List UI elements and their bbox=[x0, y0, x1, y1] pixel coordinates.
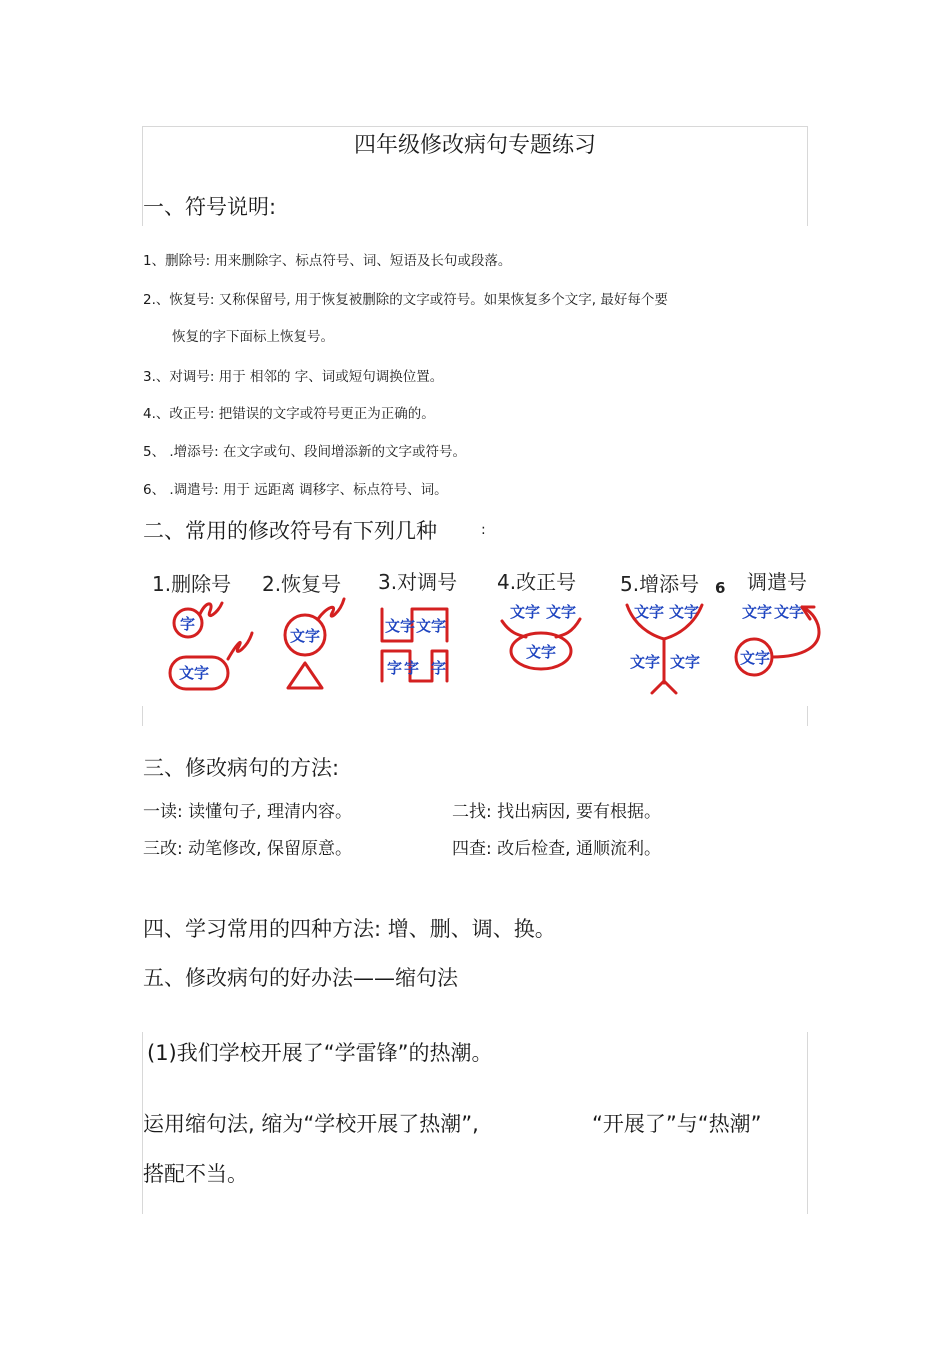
insert-glyph-word-3: 文字 bbox=[630, 653, 661, 671]
section2-heading: 二、常用的修改符号有下列几种 bbox=[143, 519, 437, 543]
symbol-item-2-cont: 恢复的字下面标上恢复号。 bbox=[172, 329, 334, 345]
method-read: 一读: 读懂句子, 理清内容。 bbox=[143, 802, 352, 822]
swap-glyph-char-3: 字 bbox=[431, 659, 447, 677]
swap-glyph-char-2: 字 bbox=[404, 659, 420, 677]
figure-label-insert: 5.增添号 bbox=[620, 572, 700, 596]
insert-glyph-word-1: 文字 bbox=[634, 603, 665, 621]
symbol-item-4: 4.、改正号: 把错误的文字或符号更正为正确的。 bbox=[143, 406, 435, 422]
figure-label-move: 调遣号 bbox=[747, 570, 807, 594]
move-symbol-icon bbox=[736, 603, 819, 675]
symbol-item-3: 3.、对调号: 用于 相邻的 字、词或短句调换位置。 bbox=[143, 369, 444, 385]
figure-label-six: 6 bbox=[715, 579, 726, 597]
restore-symbol-icon bbox=[285, 599, 344, 688]
delete-symbol-icon bbox=[170, 603, 252, 689]
frame-top-line bbox=[142, 126, 808, 127]
figure-label-correct: 4.改正号 bbox=[497, 570, 577, 594]
symbol-item-6: 6、 .调遣号: 用于 远距离 调移字、标点符号、词。 bbox=[143, 482, 448, 498]
figure-label-restore: 2.恢复号 bbox=[262, 572, 342, 596]
swap-glyph-word-1: 文字 bbox=[385, 617, 416, 635]
correct-glyph-word-2: 文字 bbox=[546, 603, 577, 621]
explanation-part-a: 运用缩句法, 缩为“学校开展了热潮”, bbox=[143, 1112, 479, 1136]
figure-label-swap: 3.对调号 bbox=[378, 570, 458, 594]
move-glyph-word-2: 文字 bbox=[774, 603, 805, 621]
method-find: 二找: 找出病因, 要有根据。 bbox=[452, 802, 661, 822]
correct-symbol-icon bbox=[502, 603, 580, 669]
explanation-part-b: “开展了”与“热潮” bbox=[592, 1112, 762, 1136]
delete-glyph-word: 文字 bbox=[179, 664, 210, 682]
move-glyph-word-1: 文字 bbox=[742, 603, 773, 621]
frame-left-line-2 bbox=[142, 706, 143, 726]
symbol-item-5: 5、 .增添号: 在文字或句、段间增添新的文字或符号。 bbox=[143, 444, 467, 460]
section4-heading: 四、学习常用的四种方法: 增、删、调、换。 bbox=[143, 917, 556, 941]
insert-glyph-word-4: 文字 bbox=[670, 653, 701, 671]
symbol-item-1: 1、删除号: 用来删除字、标点符号、词、短语及长句或段落。 bbox=[143, 253, 512, 269]
delete-glyph-char: 字 bbox=[180, 615, 196, 633]
figure-label-delete: 1.删除号 bbox=[152, 572, 232, 596]
symbol-item-2: 2.、恢复号: 又称保留号, 用于恢复被删除的文字或符号。如果恢复多个文字, 最好每个要 bbox=[143, 292, 668, 308]
explanation-part-c: 搭配不当。 bbox=[143, 1162, 248, 1186]
swap-symbol-icon bbox=[382, 609, 447, 681]
method-revise: 三改: 动笔修改, 保留原意。 bbox=[143, 839, 352, 859]
section3-heading: 三、修改病句的方法: bbox=[143, 756, 340, 780]
section1-heading: 一、符号说明: bbox=[143, 195, 277, 219]
method-check: 四查: 改后检查, 通顺流利。 bbox=[452, 839, 661, 859]
section5-heading: 五、修改病句的好办法——缩句法 bbox=[143, 966, 458, 990]
insert-glyph-word-2: 文字 bbox=[669, 603, 700, 621]
move-glyph-word-3: 文字 bbox=[740, 649, 771, 667]
swap-glyph-word-2: 文字 bbox=[416, 617, 447, 635]
frame-right-line-3 bbox=[807, 1032, 808, 1214]
example-sentence: (1)我们学校开展了“学雷锋”的热潮。 bbox=[147, 1041, 493, 1065]
restore-glyph-word: 文字 bbox=[290, 627, 321, 645]
correct-glyph-word-3: 文字 bbox=[526, 643, 557, 661]
correct-glyph-word-1: 文字 bbox=[510, 603, 541, 621]
swap-glyph-char-1: 字 bbox=[387, 659, 403, 677]
insert-symbol-icon bbox=[627, 603, 702, 693]
section2-heading-tail: : bbox=[481, 522, 486, 538]
page-title: 四年级修改病句专题练习 bbox=[353, 133, 596, 158]
frame-right-line-2 bbox=[807, 706, 808, 726]
symbols-figure bbox=[142, 551, 831, 702]
